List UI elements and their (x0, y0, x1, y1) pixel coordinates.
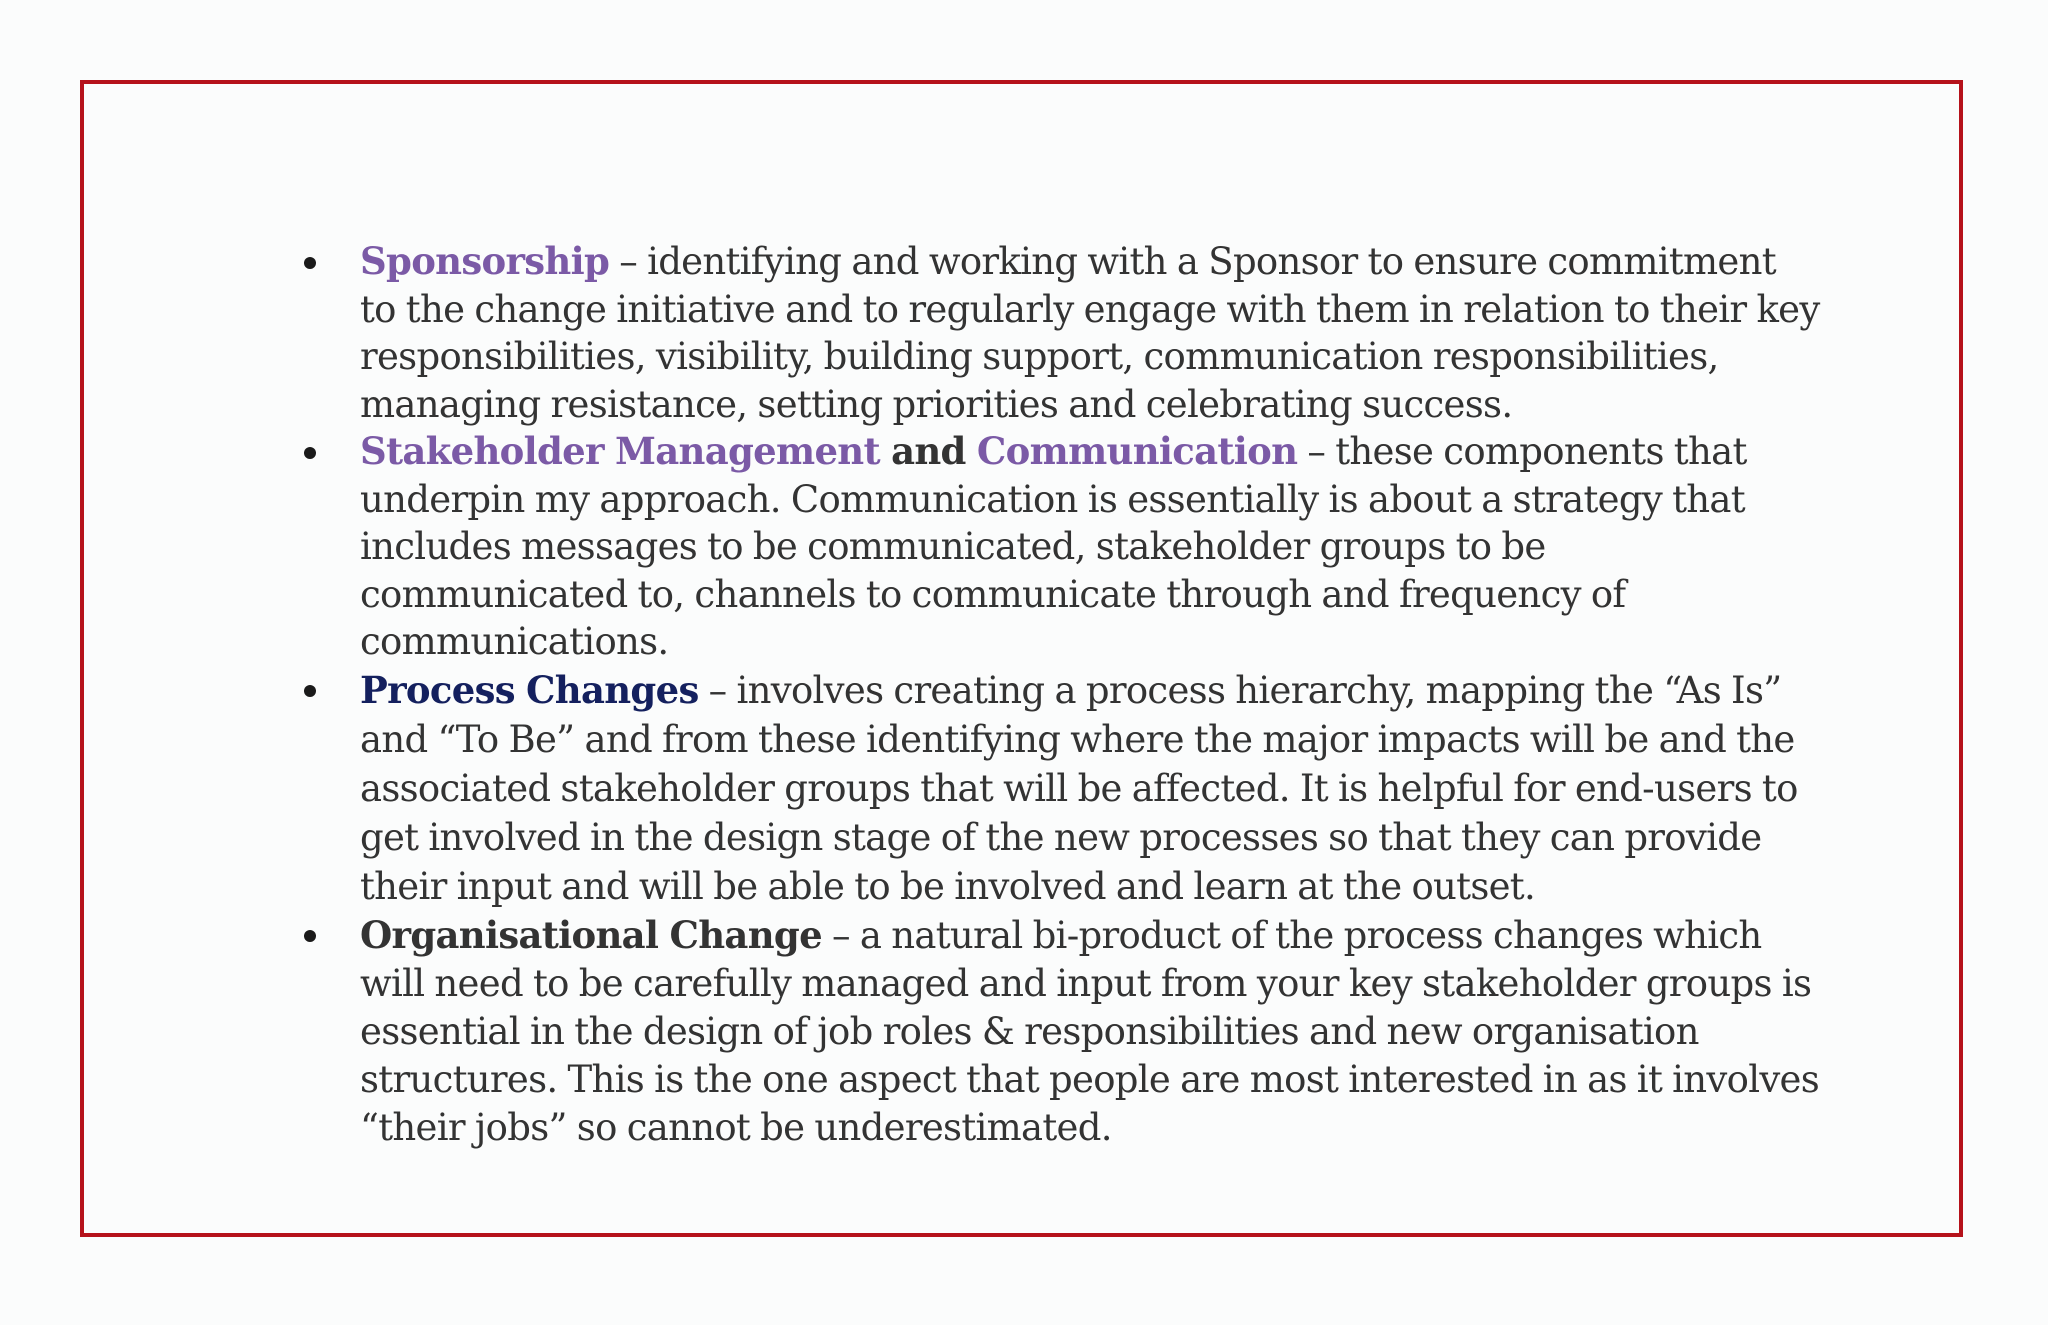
item-body-organisational-change: – a natural bi-product of the process changes which will need to be carefully managed and input from your key stakeholder groups is essential in the design of job roles & responsibilities and new organisation structures. This is the one aspect that people are most interested in as it involves “their jobs” so cannot be underestimated. (360, 913, 1820, 1149)
term-process-changes: Process Changes (360, 667, 699, 712)
bullet-icon (304, 257, 316, 269)
item-body-stakeholder-communication: – these components that underpin my approach. Communication is essentially is about a strategy that includes messages to be communicated, stakeholder groups to be communicated to, channels to communicate through and frequency of communications. (360, 430, 1747, 663)
bullet-list (220, 160, 1820, 1152)
list-item-organisational-change (220, 911, 1820, 1152)
list-item-process-changes (220, 666, 1820, 911)
bullet-icon (304, 685, 316, 697)
term-organisational-change: Organisational Change (360, 912, 822, 957)
bullet-icon (304, 447, 316, 459)
term-sponsorship: Sponsorship (360, 239, 610, 283)
list-item-sponsorship (220, 238, 1820, 428)
list-item-stakeholder-communication (220, 428, 1820, 666)
term-communication: Communication (976, 429, 1298, 473)
item-body-process-changes: – involves creating a process hierarchy, mapping the “As Is” and “To Be” and from these identifying where the major impacts will be and the associated stakeholder groups that will be affected. It is helpful for end-users to get involved in the design stage of the new processes so that they can provide their input and will be able to be involved and learn at the outset. (360, 668, 1798, 908)
term-connector-and: and (879, 429, 977, 473)
item-body-sponsorship: – identifying and working with a Sponsor to ensure commitment to the change initiative and to regularly engage with them in relation to their key responsibilities, visibility, building support, communication responsibilities, managing resistance, setting priorities and celebrating success. (360, 240, 1820, 426)
bullet-icon (304, 930, 316, 942)
term-stakeholder-management: Stakeholder Management (360, 429, 880, 473)
